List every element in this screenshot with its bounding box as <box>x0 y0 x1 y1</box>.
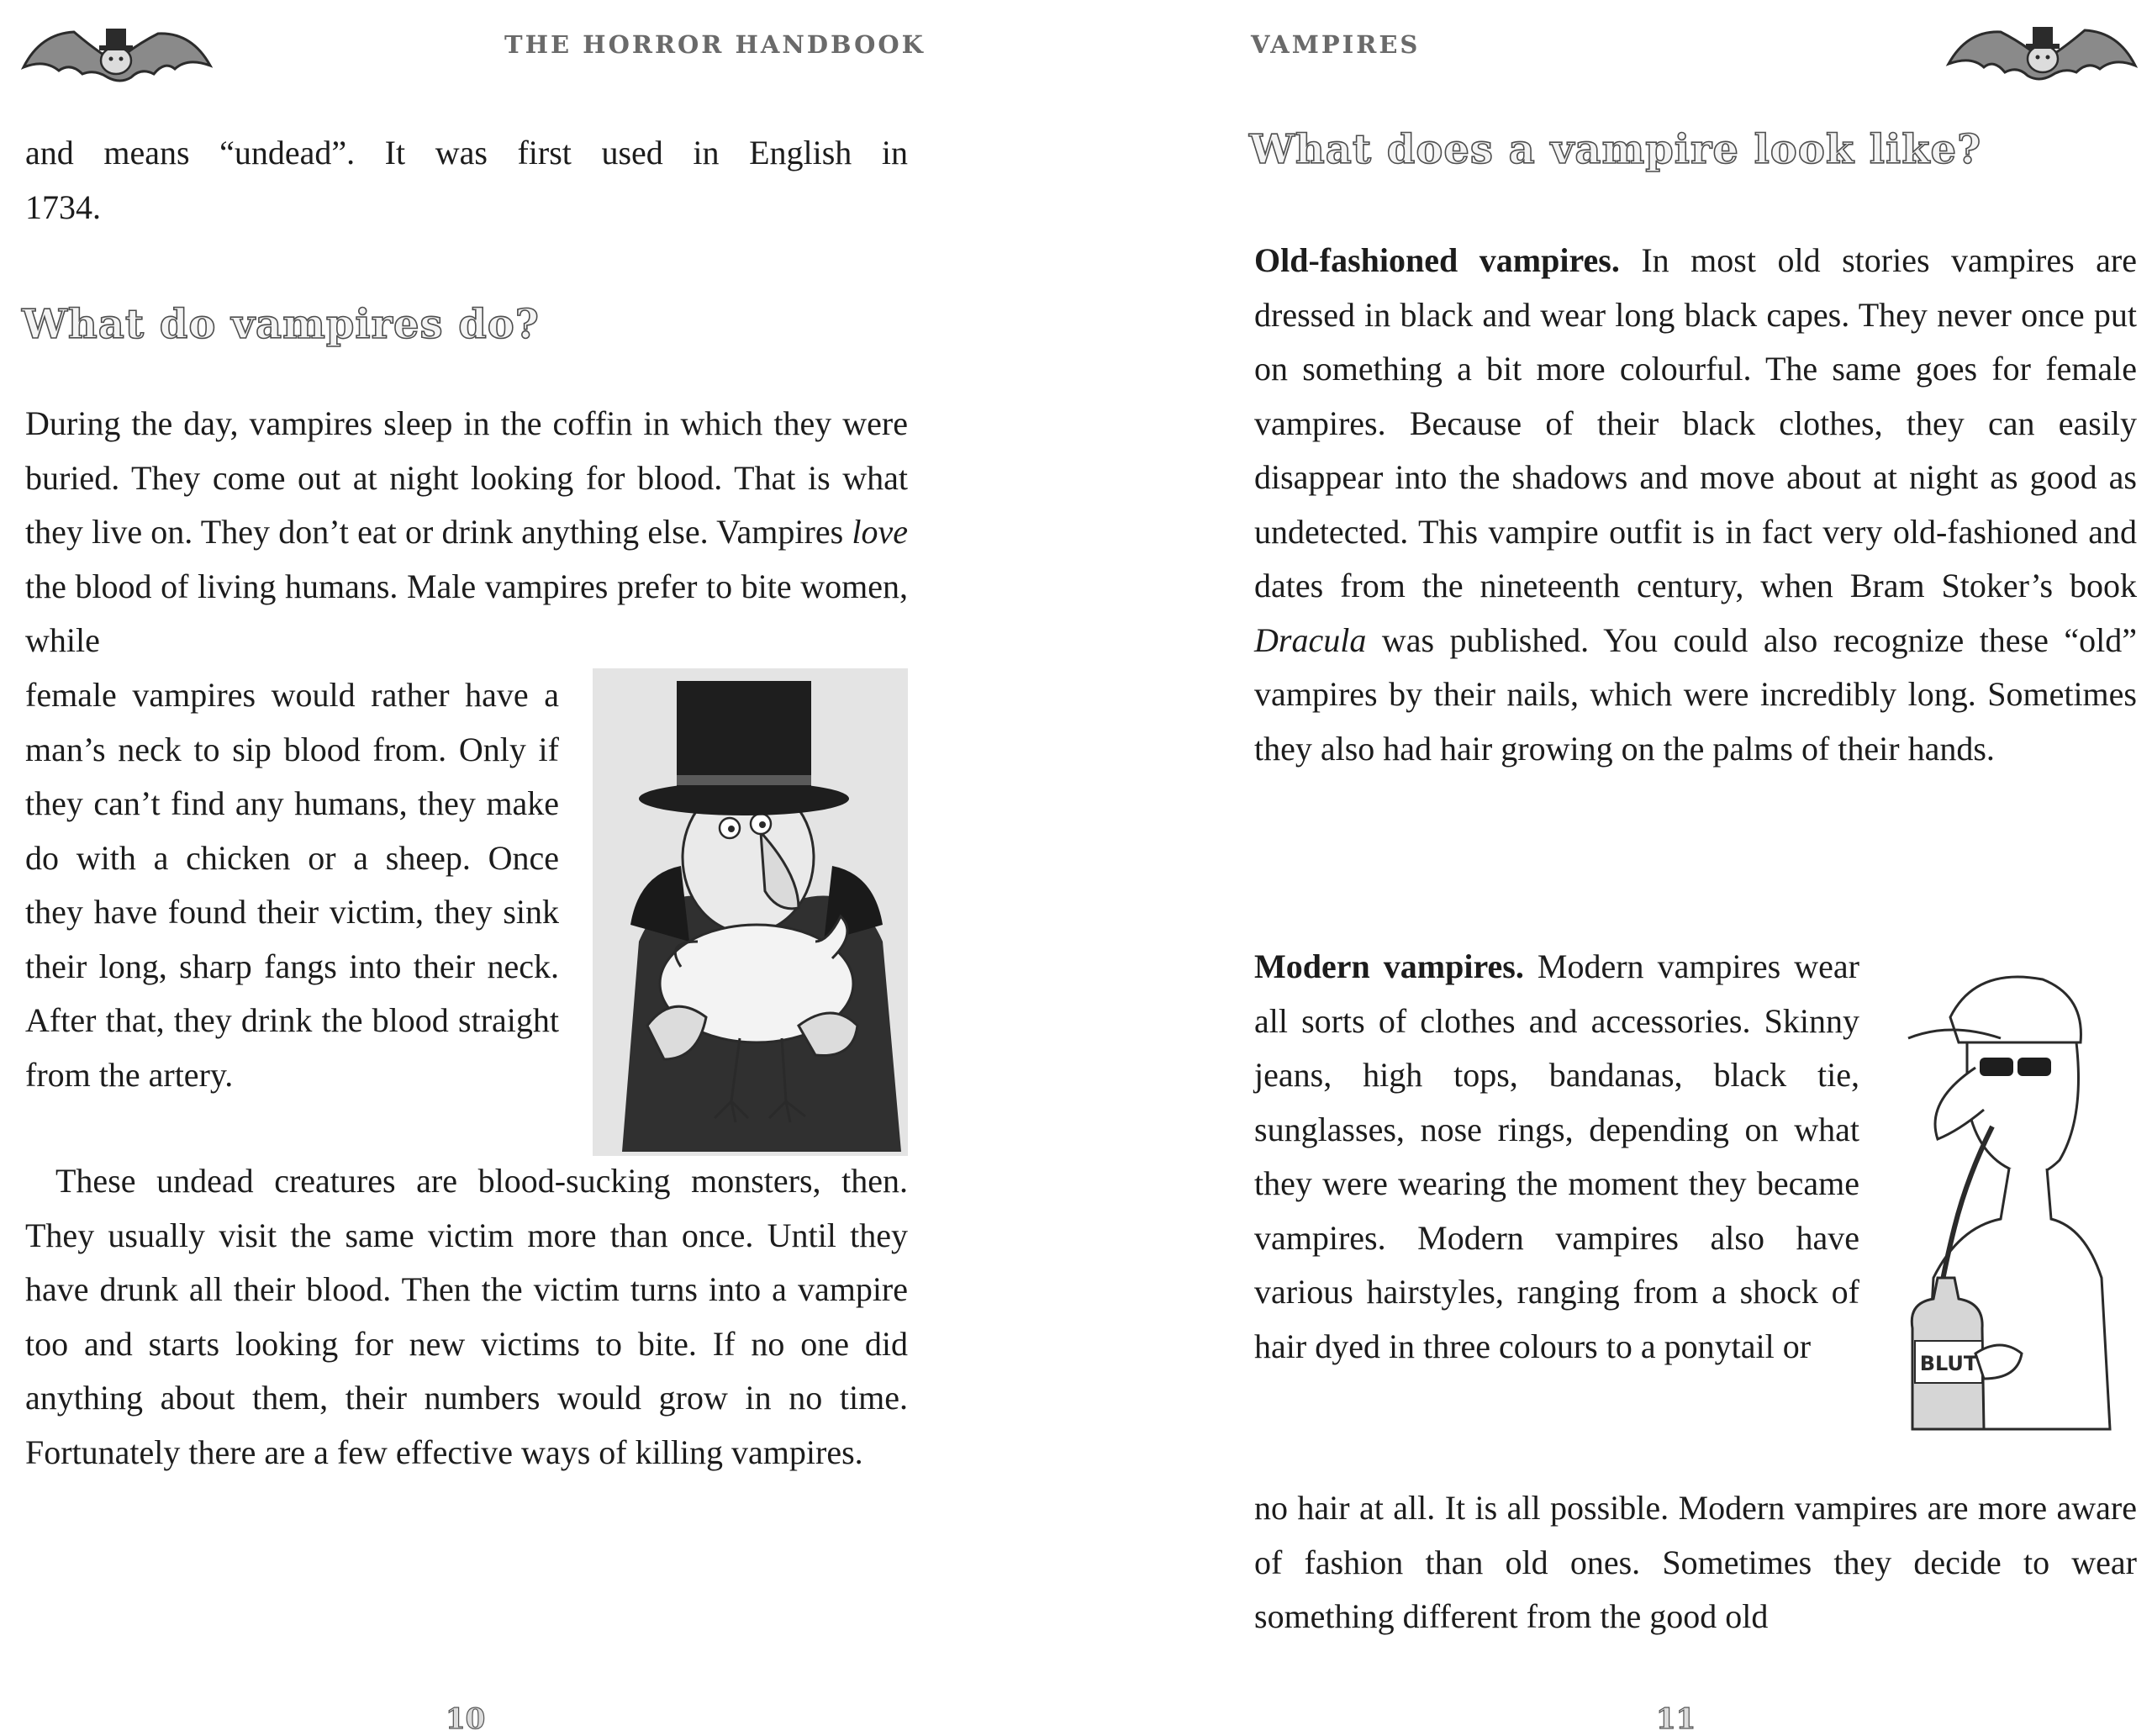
bat-vampire-icon <box>1942 7 2144 99</box>
section-heading: What does a vampire look like? <box>1249 126 1982 173</box>
paragraph-text: In most old stories vampires are dressed in black and wear long black capes. They never once put on something a bit more colourful. The same goes for female vampires. Because of their black clothes, they can easily disappear into the shadows and move about at night as good as undetected. This vampire outfit is in fact very old-fashioned and dates from the nineteenth century, when Bram Stoker’s book <box>1254 241 2137 604</box>
paragraph <box>1254 1481 2137 1644</box>
left-page <box>0 0 933 1736</box>
wrapped-paragraph <box>25 668 559 1102</box>
paragraph-text: no hair at all. It is all possible. Modern vampires are more aware of fashion than old ones. Sometimes they decide to wear something different from the good old <box>1254 1489 2137 1635</box>
right-page <box>1219 0 2152 1736</box>
paragraph-text: During the day, vampires sleep in the coffin in which they were buried. They come out at night looking for blood. That is what they live on. They don’t eat or drink anything else. Vampires <box>25 404 908 551</box>
intro-line: 1734. <box>25 187 101 226</box>
paragraph-text: These undead creatures are blood-sucking monsters, then. They usually visit the same victim more than once. Until they have drunk all their blood. Then the victim turns into a vampire too and starts looking for new victims to bite. If no one did anything about them, their numbers would grow in no time. Fortunately there are a few effective ways of killing vampires. <box>25 1162 908 1471</box>
running-head: THE HORROR HANDBOOK <box>504 30 926 59</box>
section-heading: What do vampires do? <box>22 301 540 348</box>
running-head: VAMPIRES <box>1251 30 1421 59</box>
page-number: 10 <box>446 1702 486 1736</box>
book-title: Dracula <box>1254 620 1367 659</box>
vampire-top-hat-illustration <box>588 664 912 1160</box>
intro-line: and means “undead”. It was first used in English in <box>25 134 908 171</box>
lead-in: Modern vampires. <box>1254 947 1524 985</box>
paragraph <box>25 397 908 668</box>
paragraph-text: the blood of living humans. Male vampires prefer to bite women, while <box>25 567 908 659</box>
paragraph <box>25 1154 908 1480</box>
wrapped-paragraph <box>1254 940 1859 1374</box>
bat-vampire-icon <box>15 8 217 101</box>
intro-text <box>25 126 908 235</box>
lead-in: Old-fashioned vampires. <box>1254 241 1620 279</box>
modern-vampire-illustration <box>1875 958 2127 1446</box>
bottle-label: BLUT <box>1919 1352 1978 1375</box>
paragraph-text: Modern vampires wear all sorts of clothes and accessories. Skinny jeans, high tops, bandanas, black tie, sunglasses, nose rings, depending on what they were wearing the moment they became vampires. Modern vampires also have various hairstyles, ranging from a shock of hair dyed in three colours to a ponytail or <box>1254 947 1859 1365</box>
paragraph-text: female vampires would rather have a man’s neck to sip blood from. Only if they can’t find any humans, they make do with a chicken or a sheep. Once they have found their victim, they sink their long, sharp fangs into their neck. After that, they drink the blood straight from the artery. <box>25 676 559 1094</box>
emphasis-text: love <box>852 513 908 551</box>
paragraph <box>1254 234 2137 776</box>
paragraph-text: was published. You could also recognize these “old” vampires by their nails, which were incredibly long. Sometimes they also had hair growing on the palms of their hands. <box>1254 620 2137 768</box>
page-number: 11 <box>1656 1702 1696 1736</box>
